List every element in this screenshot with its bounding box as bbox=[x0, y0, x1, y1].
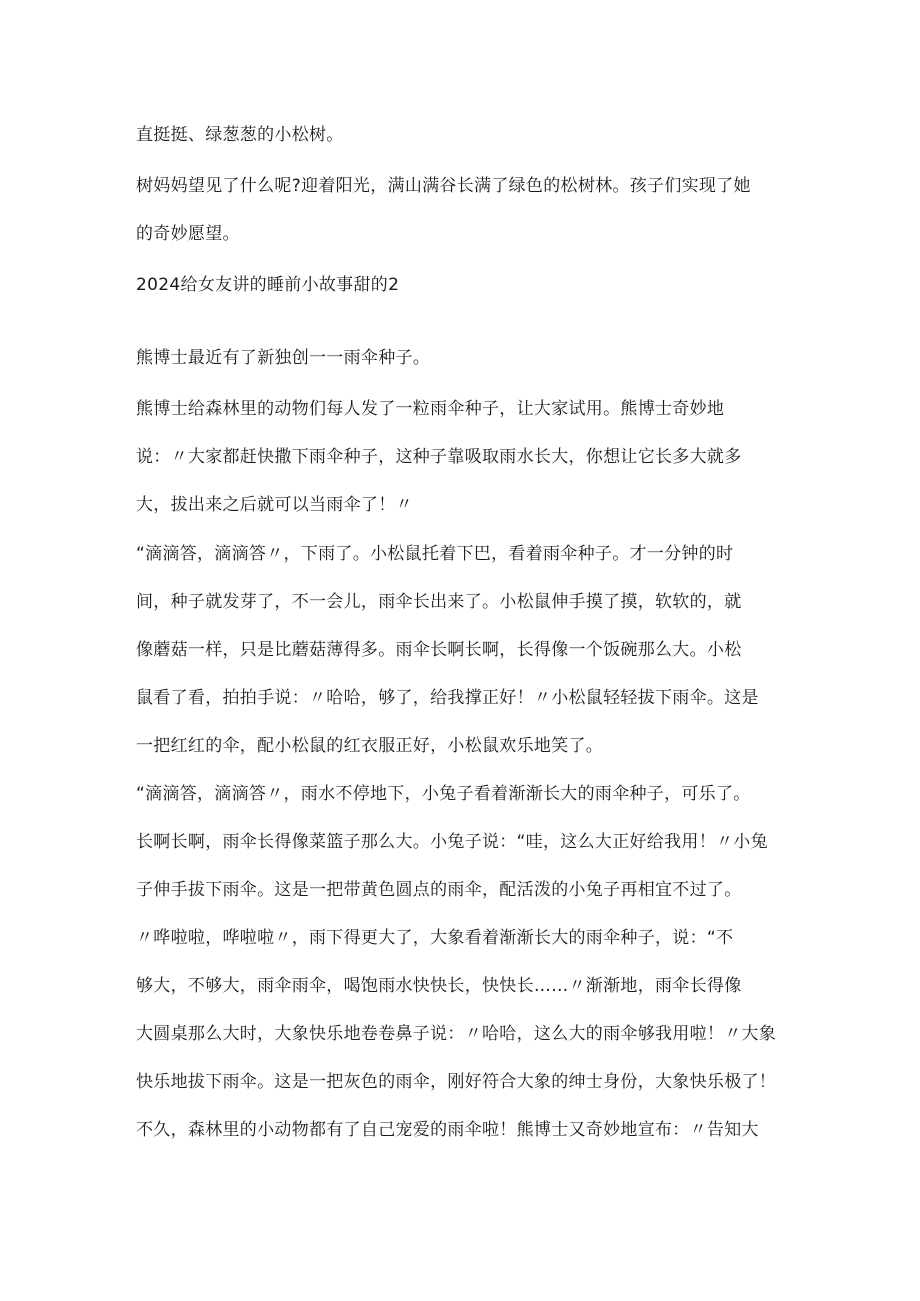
text-line: 快乐地拔下雨伞。这是一把灰色的雨伞，刚好符合大象的绅士身份，大象快乐极了！ bbox=[136, 1072, 777, 1092]
text-line: 大，拔出来之后就可以当雨伞了！〃 bbox=[136, 495, 413, 515]
text-line: 直挺挺、绿葱葱的小松树。 bbox=[136, 125, 344, 145]
text-line: “滴滴答，滴滴答〃，下雨了。小松鼠托着下巴，看着雨伞种子。才一分钟的时 bbox=[136, 544, 734, 564]
text-line: 不久，森林里的小动物都有了自己宠爱的雨伞啦！熊博士又奇妙地宣布：〃告知大 bbox=[136, 1120, 759, 1140]
text-line: “滴滴答，滴滴答〃，雨水不停地下，小兔子看着渐渐长大的雨伞种子，可乐了。 bbox=[136, 784, 751, 804]
text-line: 熊博士最近有了新独创一一雨伞种子。 bbox=[136, 348, 431, 368]
text-line: 长啊长啊，雨伞长得像菜篮子那么大。小兔子说：“哇，这么大正好给我用！〃小兔 bbox=[136, 832, 768, 852]
text-line: 熊博士给森林里的动物们每人发了一粒雨伞种子，让大家试用。熊博士奇妙地 bbox=[136, 399, 725, 419]
text-line: 够大，不够大，雨伞雨伞，喝饱雨水快快长，快快长……〃渐渐地，雨伞长得像 bbox=[136, 976, 742, 996]
text-line: 子伸手拔下雨伞。这是一把带黄色圆点的雨伞，配活泼的小兔子再相宜不过了。 bbox=[136, 880, 742, 900]
text-line: 的奇妙愿望。 bbox=[136, 224, 240, 244]
text-line: 树妈妈望见了什么呢?迎着阳光，满山满谷长满了绿色的松树林。孩子们实现了她 bbox=[136, 176, 751, 196]
text-line: 说：〃大家都赶快撒下雨伞种子，这种子靠吸取雨水长大，你想让它长多大就多 bbox=[136, 447, 742, 467]
text-line: 间，种子就发芽了，不一会儿，雨伞长出来了。小松鼠伸手摸了摸，软软的，就 bbox=[136, 592, 742, 612]
text-line: 〃哗啦啦，哗啦啦〃，雨下得更大了，大象看着渐渐长大的雨伞种子，说：“不 bbox=[136, 928, 734, 948]
text-line: 一把红红的伞，配小松鼠的红衣服正好，小松鼠欢乐地笑了。 bbox=[136, 736, 604, 756]
text-line: 像蘑菇一样，只是比蘑菇薄得多。雨伞长啊长啊，长得像一个饭碗那么大。小松 bbox=[136, 640, 742, 660]
section-heading: 2024给女友讲的睡前小故事甜的2 bbox=[136, 275, 400, 295]
text-line: 鼠看了看，拍拍手说：〃哈哈，够了，给我撑正好！〃小松鼠轻轻拔下雨伞。这是 bbox=[136, 688, 759, 708]
text-line: 大圆桌那么大时，大象快乐地卷卷鼻子说：〃哈哈，这么大的雨伞够我用啦！〃大象 bbox=[136, 1024, 777, 1044]
